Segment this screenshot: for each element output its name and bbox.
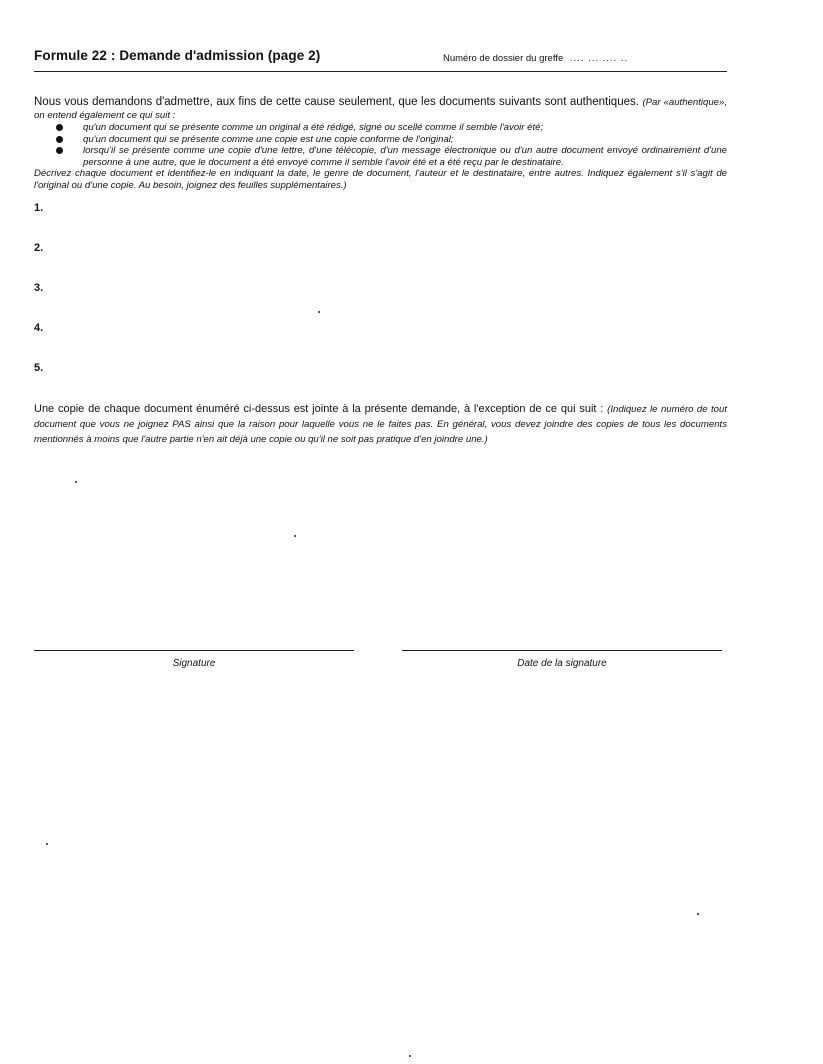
signature-label: Signature	[172, 658, 216, 669]
document-entry-3[interactable]: 3.	[34, 282, 44, 294]
attachment-note: (Indiquez le numéro de tout document que vous ne joignez PAS ainsi que la raison pour laquelle vous ne le faites pas. En général, vous devez joindre des copies de tous les documents mentionnés à moins que l'autre partie n'en ait déjà une copie ou qu'il ne soit pas pratique d'en joindre une.)	[34, 404, 727, 445]
document-entry-5[interactable]: 5.	[34, 362, 44, 374]
attachment-lead-text: Une copie de chaque document énuméré ci-dessus est jointe à la présente demande, à l'exception de ce qui suit :	[34, 403, 604, 415]
scan-speck	[294, 535, 296, 537]
court-file-number-label: Numéro de dossier du greffe	[443, 53, 564, 64]
request-note: (Par «authentique», on entend également ce qui suit :	[34, 97, 728, 121]
scan-speck	[46, 843, 48, 845]
signature-line[interactable]	[34, 650, 354, 651]
attachment-section	[34, 402, 727, 447]
request-section	[34, 96, 727, 192]
form-title: Formule 22 : Demande d'admission (page 2)	[34, 48, 321, 63]
bullet-icon	[56, 124, 63, 131]
definition-item: qu'un document qui se présente comme une copie est une copie conforme de l'original;	[56, 134, 727, 146]
court-file-number-field[interactable]: .... ... .... ..	[569, 53, 629, 64]
document-entry-2[interactable]: 2.	[34, 242, 44, 254]
bullet-icon	[56, 136, 63, 143]
definition-item: qu'un document qui se présente comme un original a été rédigé, signé ou scellé comme il semble l'avoir été;	[56, 122, 727, 134]
scan-speck	[318, 311, 320, 313]
request-lead-text: Nous vous demandons d'admettre, aux fins de cette cause seulement, que les documents suivants sont authentiques.	[34, 96, 639, 108]
document-entry-4[interactable]: 4.	[34, 322, 44, 334]
bullet-icon	[56, 147, 63, 154]
signature-date-label: Date de la signature	[517, 658, 607, 669]
authentic-definition-list	[34, 122, 727, 168]
scan-speck	[75, 481, 77, 483]
request-paragraph	[34, 96, 727, 122]
court-file-number	[443, 53, 628, 64]
header-rule	[34, 71, 727, 72]
describe-instructions: Décrivez chaque document et identifiez-le en indiquant la date, le genre de document, l'auteur et le destinataire, entre autres. Indiquez également s'il s'agit de l'original ou d'une copie. Au besoin, joignez des feuilles supplémentaires.)	[34, 168, 727, 191]
scan-speck	[697, 913, 699, 915]
definition-item: lorsqu'il se présente comme une copie d'une lettre, d'une télécopie, d'un message électronique ou d'un autre document envoyé ordinairement d'une personne à une autre, que le document a été envoyé comme il semble l'avoir été et a été reçu par le destinataire.	[56, 145, 727, 168]
document-entry-1[interactable]: 1.	[34, 202, 44, 214]
scan-speck	[409, 1055, 411, 1057]
signature-date-line[interactable]	[402, 650, 722, 651]
